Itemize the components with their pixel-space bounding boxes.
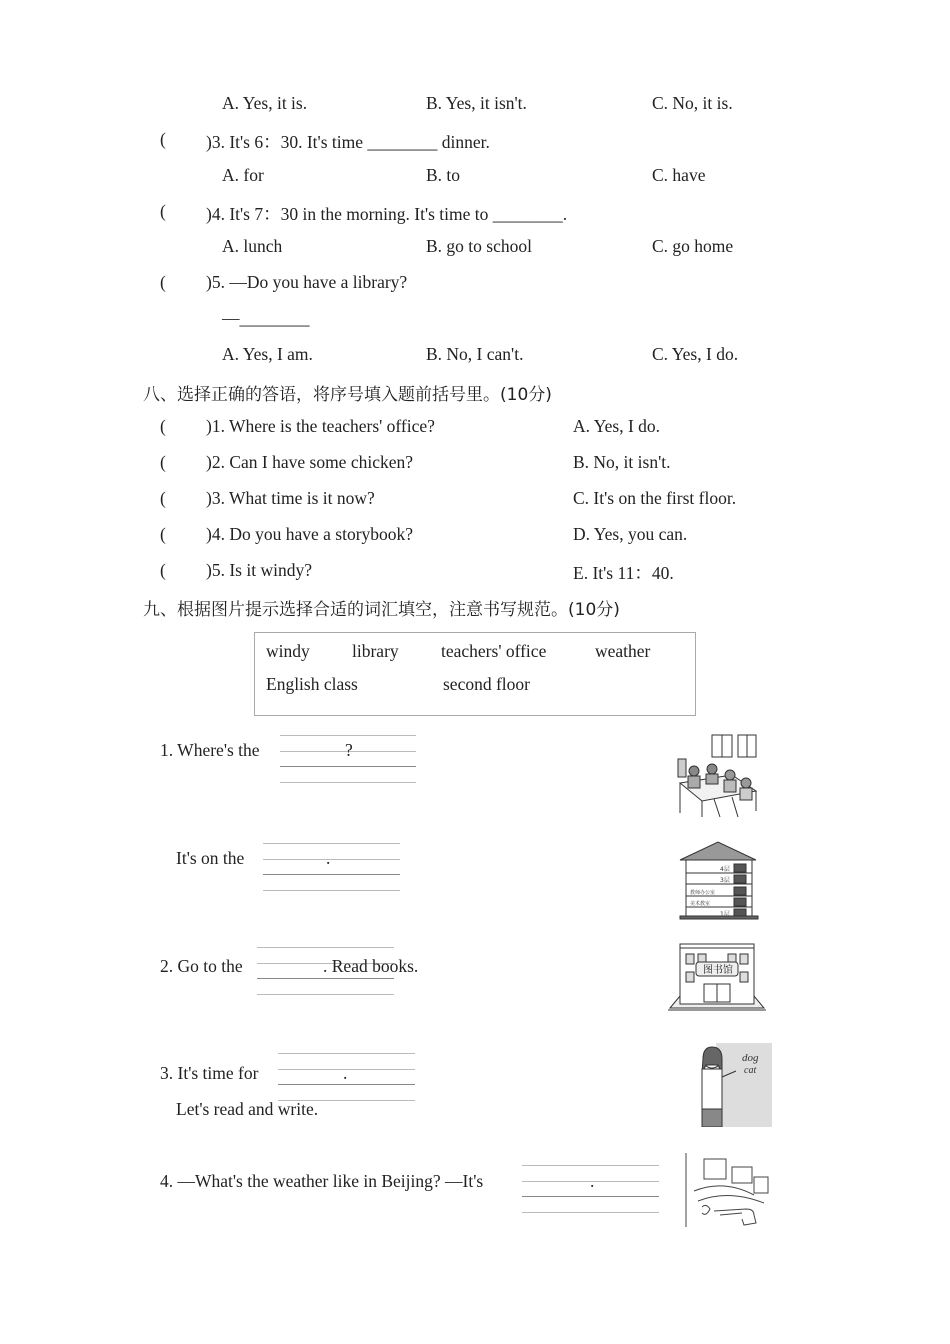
match-question-5: )5. Is it windy?: [206, 560, 312, 580]
answer-paren[interactable]: (: [160, 272, 166, 292]
match-question-1: )1. Where is the teachers' office?: [206, 416, 435, 436]
match-question-4: )4. Do you have a storybook?: [206, 524, 414, 544]
answer-paren[interactable]: (: [160, 488, 166, 508]
question-4: )4. It's 7：30 in the morning. It's time to ________.: [206, 204, 568, 224]
q4-option-c: C. go home: [652, 236, 734, 256]
word-english-class: English class: [266, 674, 358, 694]
q3-option-c: C. have: [652, 165, 706, 185]
library-sign: 图书馆: [703, 965, 733, 976]
fill-question-4: 4. —What's the weather like in Beijing? —It's: [160, 1171, 484, 1191]
q2-option-b: B. Yes, it isn't.: [426, 93, 527, 113]
floor-label: 4层: [720, 866, 730, 873]
writing-blank-1b[interactable]: [263, 843, 400, 891]
match-answer-d: D. Yes, you can.: [573, 524, 688, 544]
match-answer-e: E. It's 11：40.: [573, 563, 674, 583]
windy-picture: [684, 1151, 774, 1229]
library-picture: [668, 942, 766, 1012]
floor-label: 美术教室: [690, 901, 711, 907]
match-question-2: )2. Can I have some chicken?: [206, 452, 414, 472]
question-3: )3. It's 6：30. It's time ________ dinner.: [206, 132, 490, 152]
match-answer-c: C. It's on the first floor.: [573, 488, 737, 508]
floor-label: 3层: [720, 877, 730, 884]
board-word: dog: [742, 1052, 759, 1064]
answer-paren[interactable]: (: [160, 524, 166, 544]
floor-label: 教师办公室: [690, 890, 716, 896]
word-weather: weather: [595, 641, 651, 661]
answer-paren[interactable]: (: [160, 560, 166, 580]
teachers-office-picture: [672, 733, 760, 817]
q3-option-b: B. to: [426, 165, 461, 185]
section-8-title: 八、选择正确的答语，将序号填入题前括号里。(10分): [143, 385, 552, 405]
floor-label: 1层: [720, 911, 730, 918]
q3-option-a: A. for: [222, 165, 264, 185]
q2-option-c: C. No, it is.: [652, 93, 733, 113]
q4-punct: .: [590, 1171, 595, 1191]
fill-question-3b: Let's read and write.: [176, 1099, 319, 1119]
q3-punct: .: [343, 1063, 348, 1083]
match-answer-a: A. Yes, I do.: [573, 416, 661, 436]
word-library: library: [352, 641, 399, 661]
section-9-title: 九、根据图片提示选择合适的词汇填空，注意书写规范。(10分): [143, 600, 620, 620]
answer-paren[interactable]: (: [160, 129, 166, 149]
question-5: )5. —Do you have a library?: [206, 272, 408, 292]
english-class-picture: [698, 1043, 772, 1127]
fill-question-1a: 1. Where's the: [160, 740, 260, 760]
word-windy: windy: [266, 641, 310, 661]
q4-option-b: B. go to school: [426, 236, 532, 256]
answer-paren[interactable]: (: [160, 201, 166, 221]
answer-paren[interactable]: (: [160, 452, 166, 472]
q5-option-c: C. Yes, I do.: [652, 344, 739, 364]
school-building-picture: [676, 840, 760, 920]
word-second-floor: second floor: [443, 674, 530, 694]
match-question-3: )3. What time is it now?: [206, 488, 375, 508]
q2-end: . Read books.: [323, 956, 419, 976]
q5-option-a: A. Yes, I am.: [222, 344, 313, 364]
word-teachers-office: teachers' office: [441, 641, 547, 661]
q1a-punct: ?: [345, 740, 353, 760]
q4-option-a: A. lunch: [222, 236, 283, 256]
q5-answer-line[interactable]: —________: [222, 308, 310, 328]
q1b-punct: .: [326, 848, 331, 868]
fill-question-2: 2. Go to the: [160, 956, 243, 976]
board-word: cat: [744, 1065, 757, 1076]
answer-paren[interactable]: (: [160, 416, 166, 436]
fill-question-1b: It's on the: [176, 848, 245, 868]
fill-question-3: 3. It's time for: [160, 1063, 259, 1083]
match-answer-b: B. No, it isn't.: [573, 452, 671, 472]
q2-option-a: A. Yes, it is.: [222, 93, 308, 113]
q5-option-b: B. No, I can't.: [426, 344, 524, 364]
